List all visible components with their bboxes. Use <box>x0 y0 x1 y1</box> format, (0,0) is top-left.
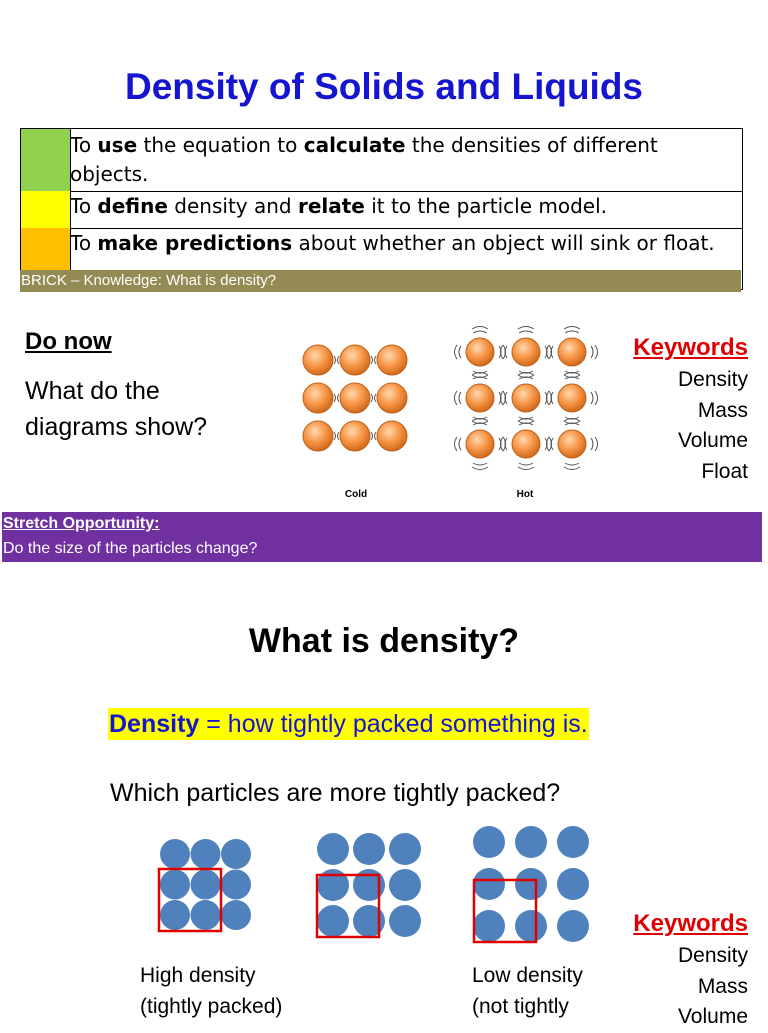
low-density-label: Low density <box>472 964 583 987</box>
hot-particle <box>501 327 552 378</box>
particle <box>557 826 589 858</box>
cold-particle <box>303 421 339 451</box>
particle-diagrams <box>290 320 620 505</box>
particle <box>191 900 221 930</box>
hot-particle <box>455 327 506 378</box>
particle <box>160 900 190 930</box>
particle <box>160 870 190 900</box>
particle <box>389 869 421 901</box>
objective-text-2: To define density and relate it to the particle model. <box>70 194 608 218</box>
particle <box>317 905 349 937</box>
stretch-banner <box>2 512 762 562</box>
keyword-mass-2: Mass <box>697 974 748 998</box>
particle <box>473 868 505 900</box>
particle <box>389 905 421 937</box>
hot-particle <box>455 373 506 424</box>
hot-particle <box>547 327 598 378</box>
do-now-heading: Do now <box>25 328 112 355</box>
hot-particle <box>547 373 598 424</box>
definition-text: = how tightly packed something is. <box>199 710 588 738</box>
medium-density-grid <box>317 833 421 937</box>
particle <box>221 839 251 869</box>
high-density-label: High density <box>140 964 256 987</box>
cold-particle <box>340 345 376 375</box>
high-density-caption <box>140 960 282 1022</box>
keyword-mass: Mass <box>697 398 748 422</box>
hot-particle-grid <box>455 327 598 470</box>
cold-particle <box>303 383 339 413</box>
stretch-heading: Stretch Opportunity: <box>3 515 160 532</box>
low-density-note: (not tightly <box>472 995 569 1018</box>
particle <box>353 833 385 865</box>
hot-particle <box>547 419 598 470</box>
cold-particle <box>377 345 407 375</box>
particle <box>515 910 547 942</box>
packing-question: Which particles are more tightly packed? <box>110 779 561 807</box>
keyword-float: Float <box>701 459 748 483</box>
keyword-volume: Volume <box>677 429 748 452</box>
particle <box>160 839 190 869</box>
do-now-question: What do the diagrams show? <box>25 377 208 441</box>
definition-term: Density <box>109 710 200 738</box>
hot-label: Hot <box>516 489 534 500</box>
objective-row-2 <box>21 191 742 229</box>
objective-text-1: To use the equation to calculate the densities of different objects. <box>70 133 658 186</box>
high-density-grid <box>159 839 251 931</box>
particle <box>473 910 505 942</box>
particle <box>191 870 221 900</box>
keyword-density: Density <box>677 368 748 391</box>
low-density-caption <box>472 960 583 1022</box>
page-title: Density of Solids and Liquids <box>124 66 644 107</box>
particle <box>557 910 589 942</box>
cold-particle <box>340 383 376 413</box>
objective-swatch-green <box>21 129 71 191</box>
cold-particle <box>303 345 339 375</box>
particle <box>221 900 251 930</box>
particle <box>515 868 547 900</box>
brick-banner: BRICK – Knowledge: What is density? <box>20 270 741 292</box>
cold-particle <box>377 421 407 451</box>
packing-grids <box>159 826 589 942</box>
objectives-table <box>20 128 743 290</box>
cold-particle <box>340 421 376 451</box>
particle <box>515 826 547 858</box>
section-title: What is density? <box>248 622 520 660</box>
objective-text-3: To make predictions about whether an object will sink or float. <box>70 231 715 255</box>
low-density-grid <box>473 826 589 942</box>
keyword-volume-2: Volume <box>677 1005 748 1028</box>
particle <box>221 870 251 900</box>
density-definition <box>108 708 589 740</box>
stretch-question: Do the size of the particles change? <box>3 540 258 557</box>
hot-particle <box>455 419 506 470</box>
particle <box>317 833 349 865</box>
particle <box>389 833 421 865</box>
high-density-note: (tightly packed) <box>140 995 283 1018</box>
keyword-density-2: Density <box>677 944 748 967</box>
objective-swatch-yellow <box>21 191 71 228</box>
particle <box>473 826 505 858</box>
packing-diagrams <box>150 822 600 947</box>
keywords-heading: Keywords <box>633 334 748 361</box>
keywords-box-top <box>633 334 748 487</box>
cold-particle-grid <box>303 345 407 451</box>
hot-particle <box>501 419 552 470</box>
keywords-box-bottom <box>633 910 748 1033</box>
particle <box>557 868 589 900</box>
objective-row-1 <box>21 129 742 192</box>
cold-particle <box>377 383 407 413</box>
keywords-heading-2: Keywords <box>633 910 748 937</box>
cold-label: Cold <box>344 489 368 500</box>
hot-particle <box>501 373 552 424</box>
particle <box>191 839 221 869</box>
